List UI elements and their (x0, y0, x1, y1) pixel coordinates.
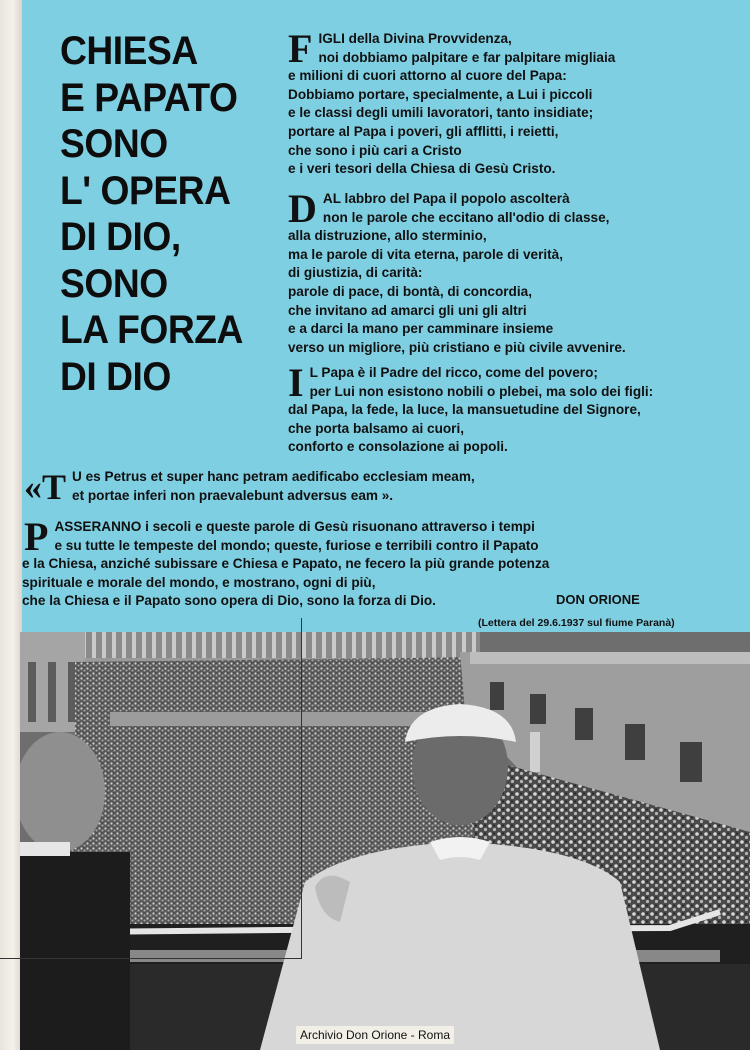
prelate-robe (20, 852, 130, 1050)
headline-line: SONO (60, 122, 168, 166)
paragraph-dal-labbro (288, 186, 733, 357)
fold-line-vertical (301, 618, 302, 958)
dropcap: P (24, 514, 49, 559)
text-line: AL labbro del Papa il popolo ascolterà (322, 191, 570, 206)
archive-caption-text: Archivio Don Orione - Roma (296, 1026, 454, 1044)
text-line: noi dobbiamo palpitare e far palpitare migliaia (318, 49, 616, 65)
text-line: et portae inferi non praevalebunt adversus eam ». (72, 487, 394, 503)
text-line: parole di pace, di bontà, di concordia, (288, 283, 532, 299)
headline-line: LA FORZA (60, 308, 243, 352)
text-line: dal Papa, la fede, la luce, la mansuetudine del Signore, (288, 402, 641, 418)
headline-line: DI DIO (60, 354, 171, 399)
text-line: verso un migliore, più cristiano e più civile avvenire. (288, 339, 626, 355)
paragraph-il-papa (288, 360, 733, 457)
text-line: di giustizia, di carità: (288, 265, 423, 281)
text-line: portare al Papa i poveri, gli afflitti, i reietti, (288, 123, 559, 139)
text-line: per Lui non esistono nobili o plebei, ma solo dei figli: (309, 383, 654, 399)
text-line: conforto e consolazione ai popoli. (288, 439, 508, 455)
text-line: Dobbiamo portare, specialmente, a Lui i piccoli (288, 86, 593, 102)
text-line: e su tutte le tempeste del mondo; queste, furiose e terribili contro il Papato (54, 537, 539, 553)
text-line: IGLI della Divina Provvidenza, (318, 31, 512, 46)
text-line: e la Chiesa, anziché subissare e Chiesa e Papato, ne fecero la più grande potenza (22, 556, 550, 572)
headline-line: E PAPATO (60, 75, 238, 120)
dropcap: F (288, 26, 313, 71)
paragraph-figli (288, 26, 733, 179)
headline-line: L' OPERA (60, 168, 231, 213)
latin-quote (24, 468, 724, 505)
page-gutter (0, 0, 22, 1050)
signature: DON ORIONE (556, 592, 640, 607)
text-line: e milioni di cuori attorno al cuore del Papa: (288, 68, 567, 84)
text-line: U es Petrus et super hanc petram aedificabo ecclesiam meam, (72, 469, 475, 484)
headline-line: CHIESA (60, 29, 198, 73)
archive-caption (0, 1028, 750, 1042)
text-line: che sono i più cari a Cristo (288, 142, 462, 158)
photograph-st-peters-square (20, 632, 750, 1050)
text-line: spirituale e morale del mondo, e mostrano, ogni di più, (22, 574, 376, 590)
fold-line-horizontal (0, 958, 302, 959)
headline-line: DI DIO, (60, 215, 181, 259)
dropcap: «T (24, 467, 67, 507)
headline-line: SONO (60, 261, 168, 306)
source-note: (Lettera del 29.6.1937 sul fiume Paranà) (478, 617, 675, 629)
dropcap: I (288, 360, 304, 405)
text-line: che la Chiesa e il Papato sono opera di Dio, sono la forza di Dio. (22, 593, 436, 609)
text-line: e le classi degli umili lavoratori, tanto insidiate; (288, 105, 594, 121)
photo-illustration (20, 632, 750, 1050)
text-line: e i veri tesori della Chiesa di Gesù Cristo. (288, 161, 556, 177)
square-rows (110, 712, 440, 726)
text-line: che porta balsamo ai cuori, (288, 420, 465, 436)
text-line: L Papa è il Padre del ricco, come del povero; (309, 365, 598, 380)
text-line: e a darci la mano per camminare insieme (288, 321, 554, 337)
text-line: ASSERANNO i secoli e queste parole di Gesù risuonano attraverso i tempi (54, 519, 535, 534)
text-line: ma le parole di vita eterna, parole di verità, (288, 246, 564, 262)
headline (60, 28, 260, 400)
text-line: non le parole che eccitano all'odio di classe, (322, 209, 610, 225)
dropcap: D (288, 186, 317, 231)
text-line: alla distruzione, allo sterminio, (288, 228, 487, 244)
text-line: che invitano ad amarci gli uni gli altri (288, 302, 527, 318)
pope-cassock (260, 842, 660, 1050)
statue (530, 732, 540, 772)
